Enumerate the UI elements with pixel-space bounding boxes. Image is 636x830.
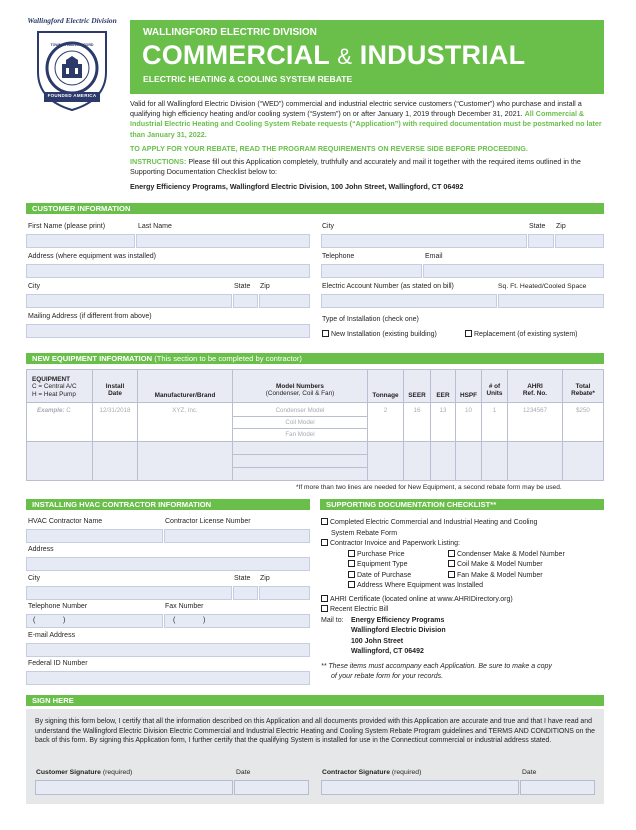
- checklist: [321, 518, 605, 683]
- new-install-label: New Installation (existing building): [331, 331, 437, 338]
- checklist-item-form[interactable]: [321, 518, 605, 529]
- contractor-zip-label: Zip: [260, 575, 270, 582]
- apply-notice: TO APPLY FOR YOUR REBATE, READ THE PROGRAM REQUIREMENTS ON REVERSE SIDE BEFORE PROCEEDING.: [130, 144, 528, 153]
- checkbox-icon[interactable]: [322, 330, 329, 337]
- checklist-item-ahri-label: AHRI Certificate (located online at www.AHRIDirectory.org): [330, 595, 513, 603]
- last-name-label: Last Name: [138, 223, 172, 230]
- col-model-l2: (Condenser, Coil & Fan): [265, 390, 335, 398]
- telephone-label: Telephone: [322, 253, 355, 260]
- zip-label-right: Zip: [556, 223, 566, 230]
- checkbox-icon[interactable]: [321, 518, 328, 525]
- checklist-note: ** These items must accompany each Application. Be sure to make a copy: [321, 662, 552, 670]
- col-model-l1: Model Numbers: [276, 383, 324, 390]
- example-rebate: $250: [576, 407, 590, 414]
- title-part2: INDUSTRIAL: [359, 40, 526, 70]
- example-ahri: 1234567: [522, 407, 548, 414]
- federal-id-label: Federal ID Number: [28, 660, 88, 667]
- col-units-l2: Units: [486, 390, 503, 398]
- col-hspf: HSPF: [459, 392, 478, 399]
- city-label: City: [28, 283, 41, 290]
- checkbox-icon[interactable]: [448, 550, 455, 557]
- col-eer: EER: [436, 392, 450, 399]
- type-install-label: Type of Installation (check one): [322, 316, 419, 323]
- account-number-field[interactable]: [321, 294, 497, 308]
- checkbox-icon[interactable]: [321, 605, 328, 612]
- contractor-city-label: City: [28, 575, 41, 582]
- logo-ring-text-bottom: FOUNDED AMERICA: [47, 93, 97, 98]
- example-eer: 13: [439, 407, 447, 414]
- mailing-address-field[interactable]: [26, 324, 310, 338]
- checkbox-icon[interactable]: [465, 330, 472, 337]
- replacement-checkbox[interactable]: [465, 330, 577, 338]
- col-units: [482, 383, 507, 398]
- contractor-signature-label: [322, 769, 421, 776]
- zip-field-right[interactable]: [555, 234, 604, 248]
- checkbox-icon[interactable]: [321, 595, 328, 602]
- example-row: [27, 403, 603, 441]
- date-label-1: Date: [236, 769, 251, 776]
- mail-line-3: 100 John Street: [351, 637, 404, 645]
- header-banner: [130, 20, 604, 94]
- example-hspf: 10: [465, 407, 472, 414]
- contractor-name-label: HVAC Contractor Name: [28, 518, 103, 525]
- example-seer: 16: [413, 407, 421, 414]
- address-label: Address (where equipment was installed): [28, 253, 157, 260]
- checkbox-icon[interactable]: [348, 560, 355, 567]
- checklist-item-invoice-label: Contractor Invoice and Paperwork Listing:: [330, 540, 460, 547]
- mail-line-2: Wallingford Electric Division: [351, 627, 446, 634]
- customer-signature-req: (required): [102, 769, 133, 776]
- example-manufacturer: XYZ, Inc.: [172, 407, 198, 414]
- intro-deadline: All Commercial & Industrial Electric Heating and Cooling System Rebate requests (“Application”) with required documentation must be postmarked no later than January 31, 2022.: [130, 109, 602, 139]
- fax-number-field[interactable]: [164, 614, 310, 628]
- checklist-item-ahri[interactable]: [321, 595, 605, 606]
- state-label-right: State: [529, 223, 546, 230]
- town-seal-icon: [32, 28, 112, 112]
- col-ahri-l1: AHRI: [527, 383, 543, 390]
- replacement-label: Replacement (of existing system): [474, 331, 578, 338]
- example-units: 1: [492, 407, 497, 414]
- division-name: WALLINGFORD ELECTRIC DIVISION: [143, 27, 317, 38]
- example-date: 12/31/2018: [99, 407, 131, 414]
- logo: [22, 16, 122, 112]
- mailing-address-label: Mailing Address (if different from above): [28, 313, 152, 320]
- sub-fan[interactable]: [448, 571, 565, 582]
- checkbox-icon[interactable]: [448, 571, 455, 578]
- phone-paren-open: (: [33, 617, 36, 624]
- page-title: [142, 40, 525, 71]
- fax-number-label: Fax Number: [165, 603, 204, 610]
- checkbox-icon[interactable]: [348, 571, 355, 578]
- state-field[interactable]: [233, 294, 258, 308]
- mail-to-label: Mail to:: [321, 616, 344, 624]
- checklist-item-bill-label: Recent Electric Bill: [330, 606, 389, 613]
- example-type: C: [66, 407, 71, 414]
- sub-condenser-label: Condenser Make & Model Number: [457, 550, 565, 558]
- customer-info-heading: CUSTOMER INFORMATION: [26, 203, 604, 214]
- telephone-field[interactable]: [321, 264, 422, 278]
- logo-ring-text-top: TOWN of WALLINGFORD: [50, 43, 94, 47]
- col-install-l1: Install: [105, 383, 125, 390]
- contractor-email-label: E-mail Address: [28, 632, 76, 639]
- title-ampersand: &: [337, 44, 353, 69]
- checkbox-icon[interactable]: [348, 550, 355, 557]
- col-rebate-l1: Total: [575, 383, 591, 390]
- col-seer: SEER: [408, 392, 426, 399]
- checklist-heading: SUPPORTING DOCUMENTATION CHECKLIST**: [320, 499, 604, 510]
- checklist-item-form-label: Completed Electric Commercial and Industrial Heating and Cooling: [330, 519, 538, 526]
- instructions-text: Please fill out this Application completely, truthfully and accurately and mail it together with the required items outlined in the Supporting Documentation Checklist below to:: [130, 157, 581, 177]
- first-name-label: First Name (please print): [28, 223, 106, 230]
- license-label: Contractor License Number: [165, 518, 251, 525]
- license-field[interactable]: [164, 529, 310, 543]
- contractor-zip-field[interactable]: [259, 586, 310, 600]
- equipment-footnote: *If more than two lines are needed for New Equipment, a second rebate form may be used.: [296, 484, 562, 491]
- sub-coil-label: Coil Make & Model Number: [457, 561, 543, 568]
- checklist-item-bill[interactable]: [321, 605, 605, 616]
- col-ahri: [508, 383, 562, 398]
- federal-id-field[interactable]: [26, 671, 310, 685]
- customer-signature-label: [36, 769, 132, 776]
- col-equipment-h: H = Heat Pump: [32, 390, 76, 398]
- contractor-signature-req: (required): [391, 769, 422, 776]
- state-field-right[interactable]: [528, 234, 554, 248]
- contractor-address-field[interactable]: [26, 557, 310, 571]
- col-equipment-c: C = Central A/C: [32, 383, 77, 391]
- contractor-signature-field[interactable]: [321, 780, 519, 795]
- col-manufacturer: Manufacturer/Brand: [154, 392, 216, 399]
- col-equipment: [32, 376, 77, 398]
- sub-coil[interactable]: [448, 560, 565, 571]
- col-install-date: [93, 383, 137, 398]
- example-coil: Coil Model: [285, 419, 315, 426]
- example-label: Example:: [37, 407, 65, 414]
- sub-equipment-type-label: Equipment Type: [357, 561, 408, 568]
- col-rebate: [563, 383, 603, 398]
- zip-field[interactable]: [259, 294, 310, 308]
- email-field[interactable]: [423, 264, 604, 278]
- mail-line-4: Wallingford, CT 06492: [351, 648, 424, 655]
- mail-line-1: Energy Efficiency Programs: [351, 616, 445, 624]
- instructions: [130, 157, 606, 177]
- city-field[interactable]: [26, 294, 232, 308]
- example-fan: Fan Model: [285, 431, 315, 438]
- account-number-label: Electric Account Number (as stated on bill): [322, 283, 454, 290]
- checklist-note-l2: of your rebate form for your records.: [331, 673, 444, 680]
- customer-signature-title: Customer Signature: [36, 769, 101, 776]
- sign-certification-text: By signing this form below, I certify that all the information described on this Application and all documents provided with this Application are accurate and true and that I have read and understand the Wallingford Electric Division Electric Commercial and Industrial Electric Heating and Cooling System Rebate Program guidelines and TERMS AND CONDITIONS on the back of this form. By signing this Application form, I further certify that the qualifying System is installed for use in the Connecticut commercial or industrial address stated.: [35, 718, 595, 745]
- instructions-label: INSTRUCTIONS:: [130, 157, 187, 166]
- logo-title: Wallingford Electric Division: [27, 16, 117, 25]
- title-part1: COMMERCIAL: [142, 40, 330, 70]
- date-label-2: Date: [522, 769, 537, 776]
- last-name-field[interactable]: [136, 234, 310, 248]
- contractor-signature-title: Contractor Signature: [322, 769, 390, 776]
- contractor-email-field[interactable]: [26, 643, 310, 657]
- col-model-numbers: [233, 383, 367, 398]
- checklist-item-invoice[interactable]: [321, 539, 605, 550]
- col-rebate-l2: Rebate*: [571, 390, 595, 398]
- equipment-heading: [26, 353, 604, 364]
- sqft-field[interactable]: [498, 294, 604, 308]
- sub-fan-label: Fan Make & Model Number: [457, 571, 543, 579]
- telephone-number-label: Telephone Number: [28, 603, 88, 610]
- city-label-right: City: [322, 223, 335, 230]
- sign-heading: SIGN HERE: [26, 695, 604, 706]
- sub-address-installed[interactable]: [348, 581, 483, 592]
- example-tonnage: 2: [383, 407, 388, 414]
- checkbox-icon[interactable]: [348, 581, 355, 588]
- sqft-label: Sq. Ft. Heated/Cooled Space: [498, 283, 587, 290]
- contractor-heading: INSTALLING HVAC CONTRACTOR INFORMATION: [26, 499, 310, 510]
- sign-panel: [26, 709, 604, 804]
- state-label: State: [234, 283, 251, 290]
- equipment-entry-row[interactable]: [27, 442, 603, 480]
- address-field[interactable]: [26, 264, 310, 278]
- checklist-item-form-label-l2: System Rebate Form: [331, 529, 398, 537]
- contractor-city-field[interactable]: [26, 586, 232, 600]
- date-field-1[interactable]: [234, 780, 309, 795]
- email-label: Email: [425, 253, 443, 260]
- checkbox-icon[interactable]: [321, 539, 328, 546]
- col-equipment-title: EQUIPMENT: [32, 376, 70, 383]
- phone-paren-close: ): [63, 617, 66, 624]
- col-ahri-l2: Ref. No.: [522, 390, 548, 398]
- city-field-right[interactable]: [321, 234, 527, 248]
- intro-text: Valid for all Wallingford Electric Division (“WED”) commercial and industrial electric service customers (“Customer”) who purchase and install a qualifying high efficiency heating and/or cooling system (“System”) on or after January 1, 2019 through December 31, 2021.: [130, 99, 582, 119]
- fax-paren-open: (: [173, 617, 176, 624]
- telephone-number-field[interactable]: [26, 614, 163, 628]
- sub-address-installed-label: Address Where Equipment was Installed: [357, 582, 484, 589]
- intro-paragraph: [130, 99, 606, 140]
- mailing-address-line: Energy Efficiency Programs, Wallingford Electric Division, 100 John Street, Wallingford, CT 06492: [130, 182, 464, 191]
- new-install-checkbox[interactable]: [322, 330, 437, 338]
- first-name-field[interactable]: [26, 234, 135, 248]
- col-tonnage: Tonnage: [372, 392, 399, 399]
- contractor-name-field[interactable]: [26, 529, 163, 543]
- contractor-state-field[interactable]: [233, 586, 258, 600]
- sub-purchase-price-label: Purchase Price: [357, 550, 405, 558]
- zip-label: Zip: [260, 283, 270, 290]
- equipment-heading-note: (This section to be completed by contractor): [154, 354, 302, 363]
- sub-date-purchase-label: Date of Purchase: [357, 571, 412, 579]
- page-subtitle: ELECTRIC HEATING & COOLING SYSTEM REBATE: [143, 74, 353, 84]
- col-install-l2: Date: [108, 390, 122, 398]
- example-condenser: Condenser Model: [275, 407, 325, 414]
- col-units-l1: # of: [488, 383, 501, 390]
- equipment-table: [26, 369, 604, 481]
- fax-paren-close: ): [203, 617, 206, 624]
- contractor-address-label: Address: [28, 546, 54, 553]
- checkbox-icon[interactable]: [448, 560, 455, 567]
- equipment-heading-title: NEW EQUIPMENT INFORMATION: [32, 354, 153, 363]
- date-field-2[interactable]: [520, 780, 595, 795]
- contractor-state-label: State: [234, 575, 251, 582]
- sub-condenser[interactable]: [448, 550, 565, 561]
- mail-to-block: [321, 616, 605, 658]
- customer-signature-field[interactable]: [35, 780, 233, 795]
